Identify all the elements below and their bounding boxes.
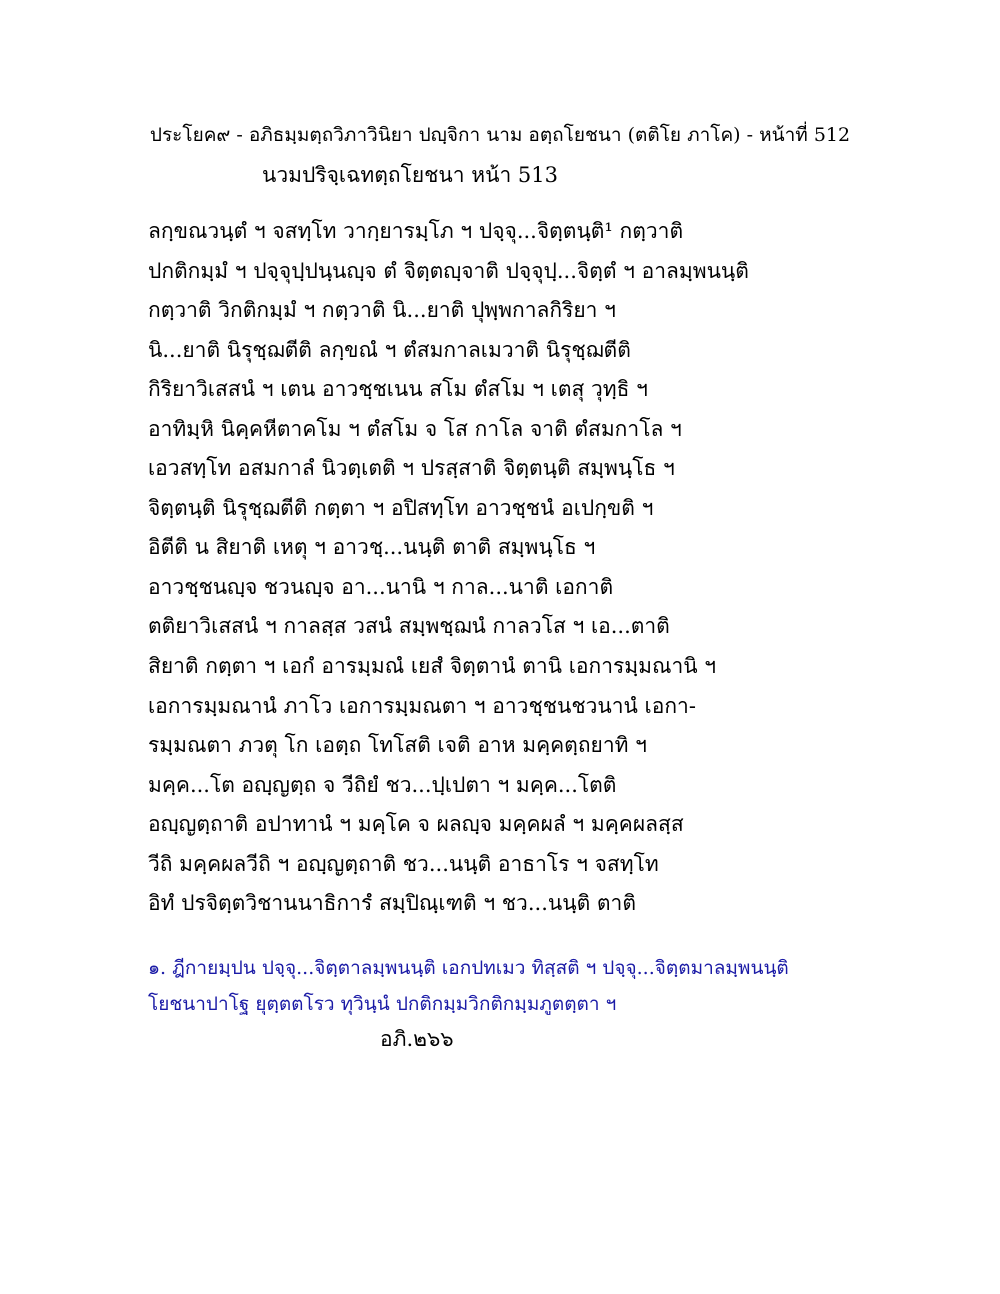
- body-line: จิตฺตนฺติ นิรุชฺฌตีติ กตฺตา ฯ อปิสทฺโท อาวชฺชนํ อเปกฺขติ ฯ: [148, 495, 654, 520]
- body-line: ลกฺขณวนฺตํ ฯ จสทฺโท วากฺยารมฺโภ ฯ ปจฺจุ...จิตฺตนฺติ¹ กตฺวาติ: [148, 219, 684, 243]
- footnotes: [148, 950, 948, 1022]
- body-line: เอการมฺมณานํ ภาโว เอการมฺมณตา ฯ อาวชฺชนชวนานํ เอกา-: [148, 693, 696, 718]
- footnote-line: โยชนาปาโฐ ยุตฺตตโรว ทุวินฺนํ ปกติกมฺมวิกติกมฺมภูตตฺตา ฯ: [148, 993, 617, 1015]
- body-line: กตฺวาติ วิกติกมฺมํ ฯ กตฺวาติ นิ...ยาติ ปุพฺพกาลกิริยา ฯ: [148, 298, 616, 323]
- body-line: อาวชฺชนญฺจ ชวนญฺจ อา...นานิ ฯ กาล...นาติ เอกาติ: [148, 574, 614, 599]
- body-line: รมฺมณตา ภวตุ โก เอตฺถ โทโสติ เจติ อาห มคฺคตฺถยาทิ ฯ: [148, 733, 647, 758]
- footnote-line: ๑. ฎีกายมฺปน ปจฺจุ...จิตฺตาลมฺพนนฺติ เอกปทเมว ทิสฺสติ ฯ ปจฺจุ...จิตฺตมาลมฺพนนฺติ: [148, 957, 789, 979]
- body-line: นิ...ยาติ นิรุชฺฌตีติ ลกฺขณํ ฯ ตํสมกาลเมวาติ นิรุชฺฌตีติ: [148, 337, 631, 362]
- section-title: นวมปริจฺเฉทตฺถโยชนา หน้า 513: [262, 163, 558, 187]
- body-line: เอวสทฺโท อสมกาลํ นิวตฺเตติ ฯ ปรสฺสาติ จิตฺตนฺติ สมฺพนฺโธ ฯ: [148, 456, 675, 481]
- body-line: สิยาติ กตฺตา ฯ เอกํ อารมฺมณํ เยสํ จิตฺตานํ ตานิ เอการมฺมณานิ ฯ: [148, 654, 717, 679]
- running-header: ประโยค๙ - อภิธมฺมตฺถวิภาวินิยา ปญฺจิกา นาม อตฺถโยชนา (ตติโย ภาโค) - หน้าที่ 512: [149, 124, 851, 146]
- body-line: อิตีติ น สิยาติ เหตุ ฯ อาวชฺ...นนฺติ ตาติ สมฺพนฺโธ ฯ: [148, 535, 596, 560]
- body-line: กิริยาวิเสสนํ ฯ เตน อาวชฺชเนน สโม ตํสโม ฯ เตสุ วุทฺธิ ฯ: [148, 377, 648, 402]
- body-line: อิทํ ปรจิตฺตวิชานนาธิการํ สมฺปิณฺเฑติ ฯ ชว...นนฺติ ตาติ: [148, 891, 636, 916]
- body-line: อาทิมฺหิ นิคฺคหีตาคโม ฯ ตํสโม จ โส กาโล จาติ ตํสมกาโล ฯ: [148, 416, 682, 441]
- body-line: ตติยาวิเสสนํ ฯ กาลสฺส วสนํ สมฺพชฺฌนํ กาลวโส ฯ เอ...ตาติ: [148, 614, 670, 639]
- body-line: ปกติกมฺมํ ฯ ปจฺจุปฺปนฺนญฺจ ตํ จิตฺตญฺจาติ ปจฺจุปฺ...จิตฺตํ ฯ อาลมฺพนนฺติ: [148, 258, 749, 283]
- page-reference: อภิ.๒๖๖: [380, 1027, 454, 1051]
- body-line: วีถิ มคฺคผลวีถิ ฯ อญฺญตฺถาติ ชว...นนฺติ อาธาโร ฯ จสทฺโท: [148, 851, 659, 876]
- body-text: [148, 212, 948, 924]
- body-line: มคฺค...โต อญฺญตฺถ จ วีถิยํ ชว...ปฺเปตา ฯ มคฺค...โตติ: [148, 772, 617, 797]
- body-line: อญฺญตฺถาติ อปาทานํ ฯ มคฺโค จ ผลญฺจ มคฺคผลํ ฯ มคฺคผลสฺส: [148, 812, 684, 837]
